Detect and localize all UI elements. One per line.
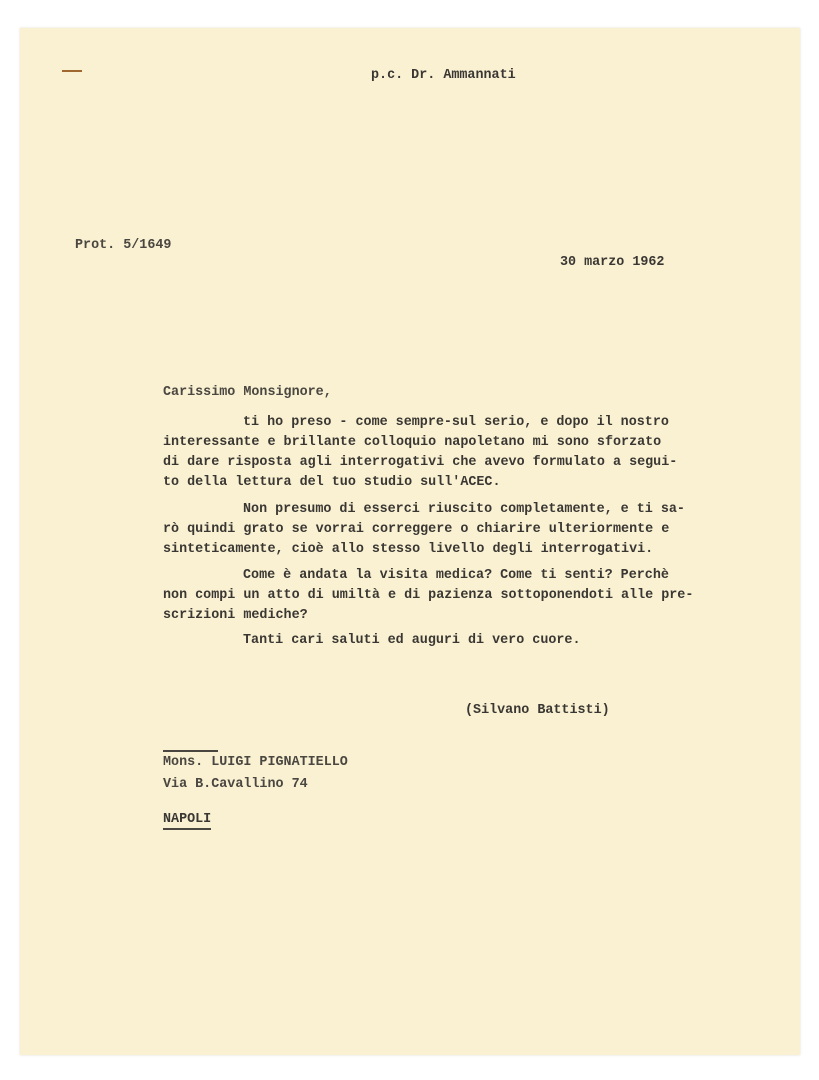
protocol-number: Prot. 5/1649 — [75, 238, 172, 253]
paragraph-2-line-3: sinteticamente, cioè allo stesso livello degli interrogativi. — [163, 542, 654, 557]
paragraph-2-line-2: rò quindi grato se vorrai correggere o chiarire ulteriormente e — [163, 522, 670, 537]
paragraph-4-line-1: Tanti cari saluti ed auguri di vero cuore. — [243, 633, 581, 648]
recipient-name: Mons. LUIGI PIGNATIELLO — [163, 755, 348, 770]
recipient-city: NAPOLI — [163, 812, 212, 827]
salutation: Carissimo Monsignore, — [163, 385, 332, 400]
pencil-mark — [62, 70, 82, 72]
paragraph-1-line-3: di dare risposta agli interrogativi che avevo formulato a segui- — [163, 455, 678, 470]
cc-line: p.c. Dr. Ammannati — [371, 68, 516, 83]
letter-date: 30 marzo 1962 — [560, 255, 665, 270]
paragraph-3-line-1: Come è andata la visita medica? Come ti senti? Perchè — [243, 568, 669, 583]
paragraph-3-line-3: scrizioni mediche? — [163, 608, 308, 623]
paragraph-1-line-1: ti ho preso - come sempre-sul serio, e dopo il nostro — [243, 415, 669, 430]
address-rule — [163, 750, 218, 752]
paragraph-1-line-2: interessante e brillante colloquio napoletano mi sono sforzato — [163, 435, 662, 450]
signature: (Silvano Battisti) — [465, 703, 610, 718]
paragraph-3-line-2: non compi un atto di umiltà e di pazienza sottoponendoti alle pre- — [163, 588, 694, 603]
paragraph-2-line-1: Non presumo di esserci riuscito completamente, e ti sa- — [243, 502, 685, 517]
recipient-street: Via B.Cavallino 74 — [163, 777, 308, 792]
city-underline — [163, 828, 211, 830]
paragraph-1-line-4: to della lettura del tuo studio sull'ACEC. — [163, 475, 501, 490]
